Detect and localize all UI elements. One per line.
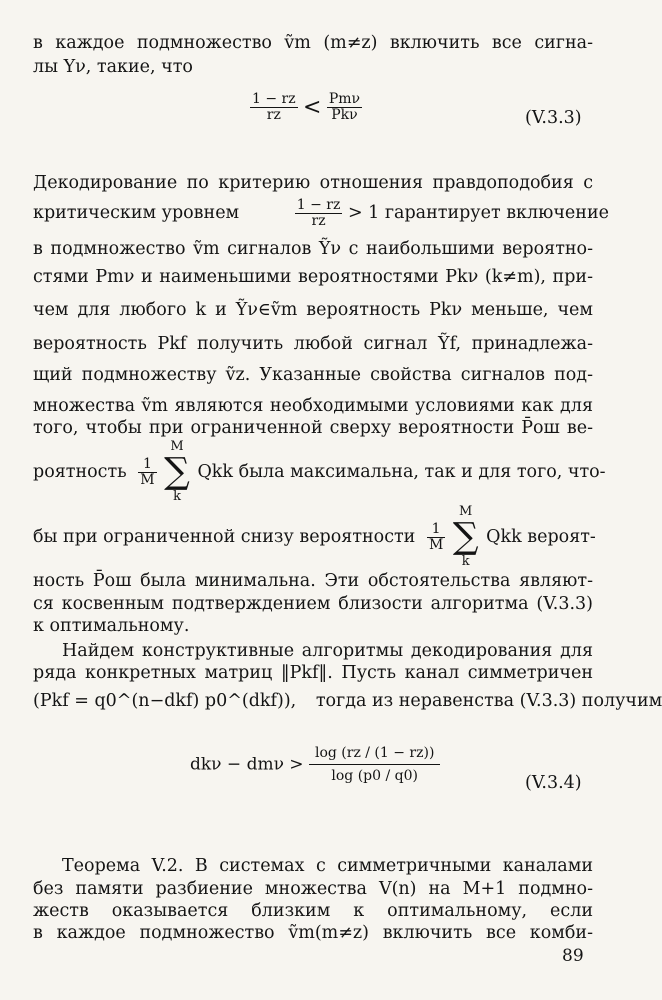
critical-level-fraction [295,198,343,229]
theorem-line-3: жеств оказывается близким к оптимальному, если [33,901,593,921]
sum1-upper-limit: M [170,439,184,454]
sum2-fraction-denominator: M [428,536,444,553]
sum1-fraction-numerator: 1 [138,457,156,473]
text-line-13 [33,504,596,569]
sum2-upper-limit: M [459,504,473,519]
sum1-sigma: ∑ [164,451,190,492]
text-line-19-formula: (Pkf = q0^(n−dkf) p0^(dkf)), [33,691,297,711]
text-line-13-start: бы при ограниченной снизу вероятности [33,527,416,547]
equation-v34 [190,742,440,787]
text-line-12-end: Qkk была максимальна, так и для того, что- [197,462,606,482]
sum2-fraction [427,522,445,553]
sum1-operator [164,440,190,504]
text-line-19 [33,690,662,712]
equation-v33: $\frac{1 - rz}{rz}$ < $\frac{\text{Pmν}}{\text{Pkν}}$ [252,91,361,123]
eq1-right-fraction [327,92,362,123]
sum2-lower-limit: k [461,554,470,569]
sum1-fraction-denominator: M [140,471,155,488]
theorem-line-1: Теорема V.2. В системах с симметричными каналами [62,856,593,876]
text-line-17: Найдем конструктивные алгоритмы декодирования для [62,641,593,661]
eq2-fraction [309,742,440,787]
page-number: 89 [562,946,584,966]
text-line-9: щий подмножеству ṽz. Указанные свойства сигналов под- [33,365,593,385]
sum2-fraction-numerator: 1 [427,522,445,538]
text-line-18: ряда конкретных матриц ‖Pkf‖. Пусть канал симметричен [33,663,593,683]
eq1-left-fraction [250,92,298,123]
text-line-8: вероятность Pkf получить любой сигнал Ỹf, принадлежа- [33,334,593,354]
text-line-3: Декодирование по критерию отношения правдоподобия с [33,173,593,193]
text-line-2: лы Yν, такие, что [33,57,193,77]
theorem-line-4: в каждое подмножество ṽm(m≠z) включить все комби- [33,923,593,943]
text-line-4 [33,197,609,229]
text-line-11: того, чтобы при ограниченной сверху вероятности P̄ош ве- [33,418,593,438]
text-line-14: ность P̄ош была минимальна. Эти обстоятельства являют- [33,571,593,591]
text-line-10: множества ṽm являются необходимыми условиями как для [33,396,593,416]
text-line-4-start: критическим уровнем [33,203,240,223]
text-line-12-start: роятность [33,462,127,482]
eq1-right-denominator: Pkν [331,107,358,123]
text-line-5: в подмножество ṽm сигналов Ỹν с наибольшими вероятно- [33,239,593,259]
text-line-15: ся косвенным подтверждением близости алгоритма (V.3.3) [33,594,593,614]
text-line-7: чем для любого k и Ỹν∈ṽm вероятность Pkν меньше, чем [33,300,593,320]
eq2-denominator: log (p0 / q0) [331,768,418,784]
theorem-line-2: без памяти разбиение множества V(n) на M+1 подмно- [33,879,593,899]
sum1-fraction [138,457,156,488]
sum1-lower-limit: k [173,489,181,504]
sum2-sigma: ∑ [452,516,479,557]
text-line-12 [33,439,606,504]
equation-label-v33: (V.3.3) [525,108,582,128]
text-line-13-end: Qkk вероят- [486,527,596,547]
critical-level-denominator: rz [311,213,326,229]
eq1-left-numerator: 1 − rz [252,91,296,107]
critical-level-numerator: 1 − rz [296,197,341,213]
equation-label-v34: (V.3.4) [525,773,582,793]
text-line-4-end: > 1 гарантирует включение [347,203,609,223]
eq1-right-numerator: Pmν [328,91,361,107]
text-line-1: в каждое подмножество ṽm (m≠z) включить все сигна- [33,33,593,53]
sum2-operator [453,505,479,569]
eq2-lhs: dkν − dmν > [190,754,304,775]
eq1-left-denominator: rz [266,107,281,123]
eq2-numerator: log (rz / (1 − rz)) [309,742,440,765]
text-line-6: стями Pmν и наименьшими вероятностями Pkν (k≠m), при- [33,267,593,287]
text-line-16: к оптимальному. [33,616,190,636]
text-line-19-end: тогда из неравенства (V.3.3) получим [315,691,662,711]
